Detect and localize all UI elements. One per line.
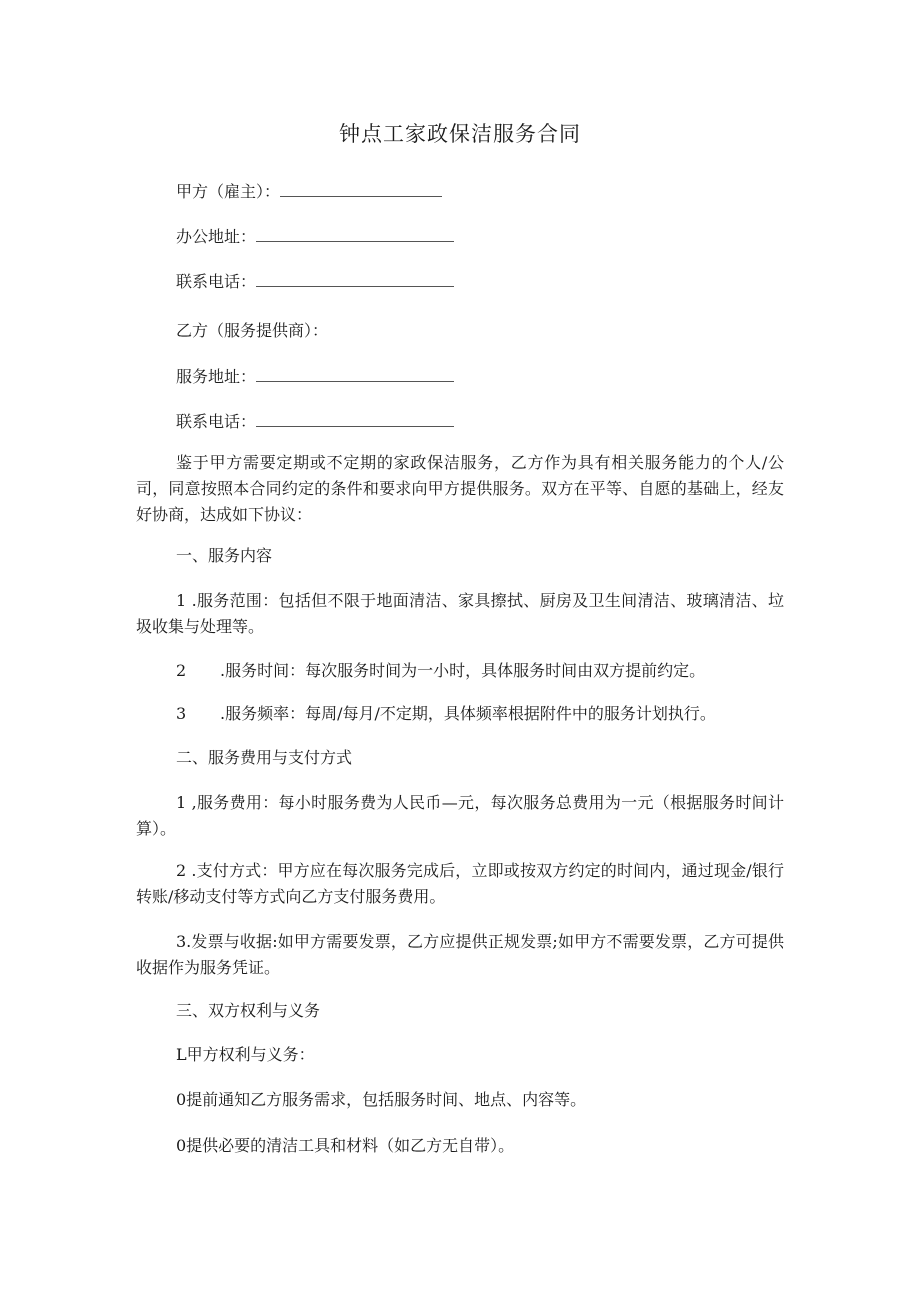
preamble-paragraph: 鉴于甲方需要定期或不定期的家政保洁服务，乙方作为具有相关服务能力的个人/公司，同意按照本合同约定的条件和要求向甲方提供服务。双方在平等、自愿的基础上，经友好协商，达成如下协议： xyxy=(136,453,784,524)
section-1-item-2-text: .服务时间：每次服务时间为一小时，具体服务时间由双方提前约定。 xyxy=(220,661,706,680)
party-a-address-label: 办公地址： xyxy=(176,227,257,246)
section-2-item-3: 3.发票与收据:如甲方需要发票，乙方应提供正规发票;如甲方不需要发票，乙方可提供收据作为服务凭证。 xyxy=(136,932,784,977)
party-a-address-blank[interactable] xyxy=(256,225,454,242)
party-a-phone-field xyxy=(176,270,454,293)
section-1-item-1: 1 .服务范围：包括但不限于地面清洁、家具擦拭、厨房及卫生间清洁、玻璃清洁、垃圾收集与处理等。 xyxy=(136,591,784,636)
section-1-item-3 xyxy=(176,703,716,725)
party-b-address-blank[interactable] xyxy=(256,365,454,382)
section-2-heading: 二、服务费用与支付方式 xyxy=(176,748,353,767)
section-1-item-3-number: 3 xyxy=(176,704,187,723)
party-a-phone-blank[interactable] xyxy=(256,270,454,287)
party-b-phone-field xyxy=(176,410,454,433)
section-1-heading: 一、服务内容 xyxy=(176,546,273,565)
party-b-phone-blank[interactable] xyxy=(256,410,454,427)
party-b-phone-label: 联系电话： xyxy=(176,412,257,431)
party-b-address-label: 服务地址： xyxy=(176,367,257,386)
section-3-subheading: L甲方权利与义务： xyxy=(176,1045,315,1064)
section-1-item-2 xyxy=(176,660,705,682)
party-b-name-label: 乙方（服务提供商）： xyxy=(176,321,329,340)
section-3-heading: 三、双方权利与义务 xyxy=(176,1001,321,1020)
section-1-item-2-number: 2 xyxy=(176,661,187,680)
party-b-name-field xyxy=(176,320,328,342)
page-title: 钟点工家政保洁服务合同 xyxy=(339,122,581,146)
section-3-point-2: 0提供必要的清洁工具和材料（如乙方无自带）。 xyxy=(176,1136,515,1155)
section-2-item-1: 1 ,服务费用：每小时服务费为人民币—元，每次服务总费用为一元（根据服务时间计算）。 xyxy=(136,793,784,838)
party-a-address-field xyxy=(176,225,454,248)
party-a-phone-label: 联系电话： xyxy=(176,272,257,291)
section-1-item-3-text: .服务频率：每周/每月/不定期，具体频率根据附件中的服务计划执行。 xyxy=(220,704,716,723)
section-3-point-1: 0提前通知乙方服务需求，包括服务时间、地点、内容等。 xyxy=(176,1090,587,1109)
party-a-name-label: 甲方（雇主）： xyxy=(176,182,281,201)
party-b-address-field xyxy=(176,365,454,388)
party-a-name-field xyxy=(176,180,442,203)
party-a-name-blank[interactable] xyxy=(280,180,442,197)
section-2-item-2: 2 .支付方式：甲方应在每次服务完成后，立即或按双方约定的时间内，通过现金/银行转账/移动支付等方式向乙方支付服务费用。 xyxy=(136,861,784,906)
